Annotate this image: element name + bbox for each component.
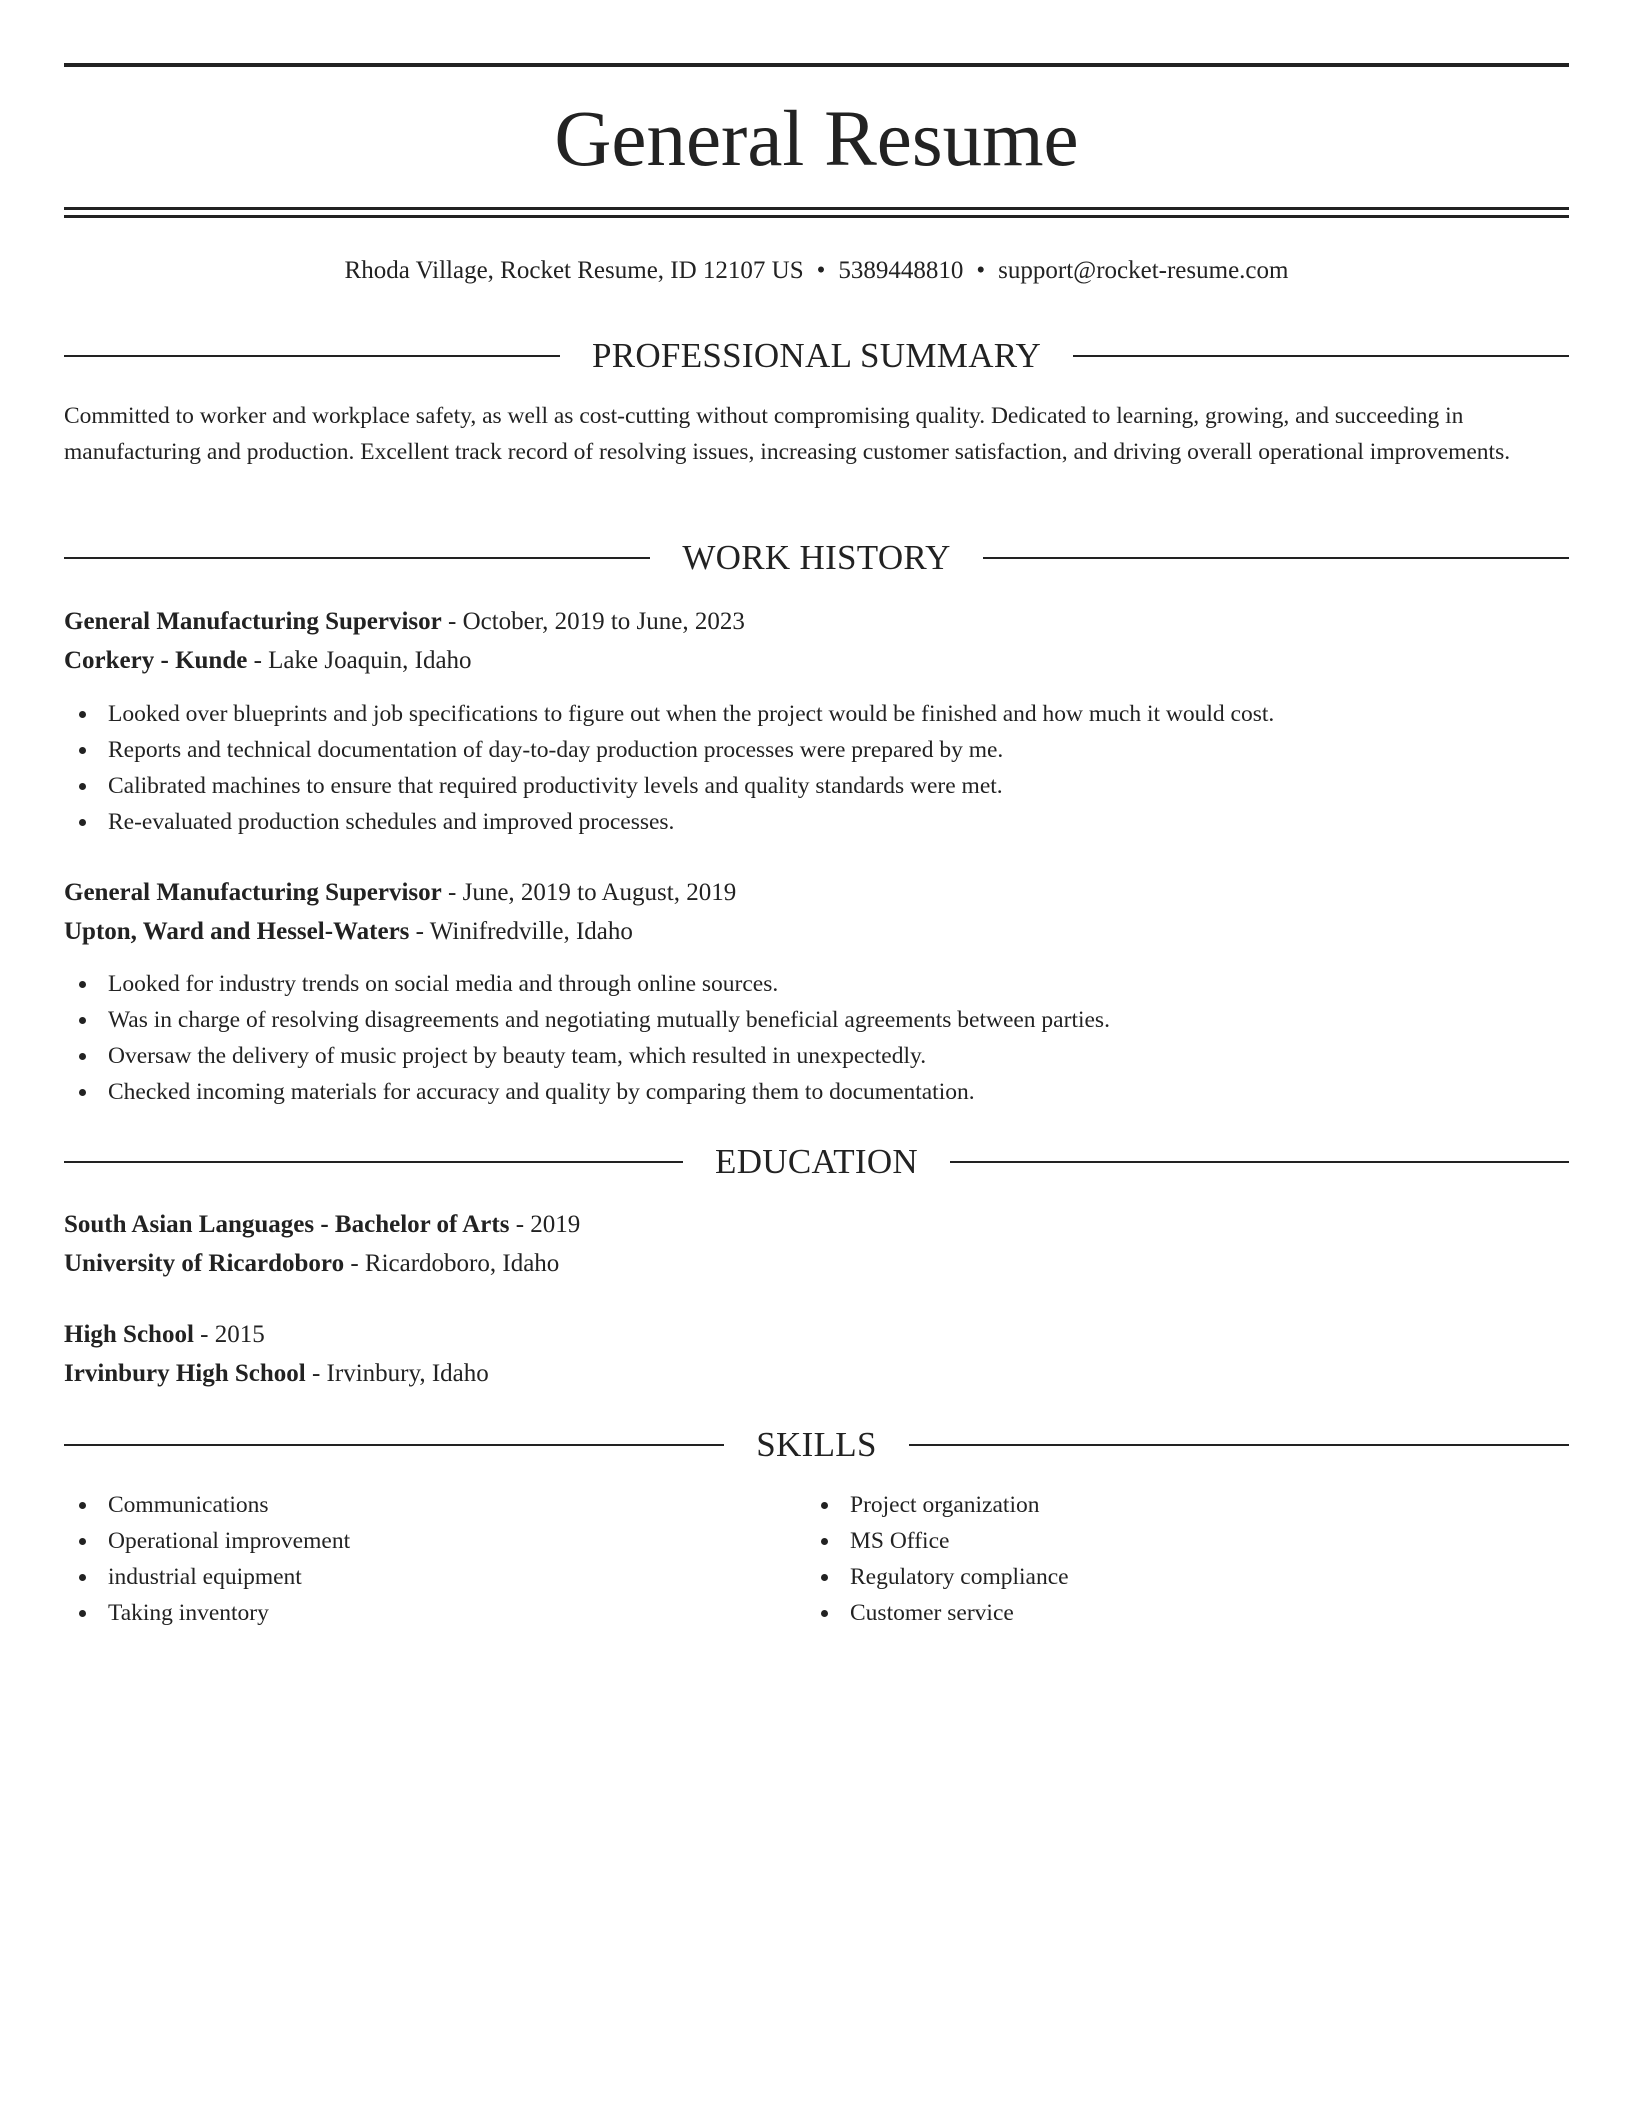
skill-item: Customer service	[806, 1595, 1069, 1631]
heading-rule-right	[909, 1444, 1569, 1446]
school: Irvinbury High School	[64, 1360, 306, 1387]
job-bullets	[64, 696, 1274, 840]
list-item: Checked incoming materials for accuracy and quality by comparing them to documentation.	[64, 1074, 1110, 1110]
job-location: - Lake Joaquin, Idaho	[247, 647, 472, 674]
skill-item: Communications	[64, 1487, 350, 1523]
school: University of Ricardoboro	[64, 1250, 345, 1277]
skill-item: Regulatory compliance	[806, 1559, 1069, 1595]
job-location: - Winifredville, Idaho	[409, 918, 633, 945]
school-line	[64, 1246, 559, 1282]
heading-rule-left	[64, 557, 650, 559]
work-heading	[64, 538, 1569, 578]
contact-separator: •	[976, 257, 986, 284]
skills-list-left	[64, 1487, 350, 1631]
page-title: General Resume	[554, 96, 1079, 183]
skill-item: Operational improvement	[64, 1523, 350, 1559]
list-item: Calibrated machines to ensure that required productivity levels and quality standards were met.	[64, 768, 1274, 804]
school-location: - Irvinbury, Idaho	[305, 1360, 489, 1387]
degree-line	[64, 1207, 580, 1243]
school-line	[64, 1356, 489, 1392]
list-item: Looked for industry trends on social media and through online sources.	[64, 966, 1110, 1002]
list-item: Oversaw the delivery of music project by beauty team, which resulted in unexpectedly.	[64, 1038, 1110, 1074]
contact-address: Rhoda Village, Rocket Resume, ID 12107 US	[344, 257, 804, 284]
school-location: - Ricardoboro, Idaho	[344, 1250, 560, 1277]
title-bottom-rule-2	[64, 215, 1569, 218]
summary-text: Committed to worker and workplace safety, as well as cost-cutting without compromising quality. Dedicated to learning, growing, and succeeding in manufacturing and production. Excellent track record of resolving issues, increasing customer satisfaction, and driving overall operational improvements.	[64, 403, 1511, 465]
heading-rule-right	[1073, 355, 1569, 357]
job-dates: - October, 2019 to June, 2023	[441, 608, 745, 635]
heading-rule-right	[983, 557, 1569, 559]
job-company: Upton, Ward and Hessel-Waters	[64, 918, 410, 945]
contact-email: support@rocket-resume.com	[998, 257, 1289, 284]
heading-rule-left	[64, 1444, 724, 1446]
job-title: General Manufacturing Supervisor	[64, 608, 442, 635]
degree-line	[64, 1317, 265, 1353]
job-bullets	[64, 966, 1110, 1110]
heading-rule-left	[64, 1161, 683, 1163]
contact-separator: •	[816, 257, 826, 284]
work-heading-label: WORK HISTORY	[682, 538, 951, 577]
skills-list-right	[806, 1487, 1069, 1631]
skills-heading	[64, 1425, 1569, 1465]
degree-year: - 2019	[509, 1211, 581, 1238]
job-company-line	[64, 643, 472, 679]
job-company-line	[64, 914, 633, 950]
list-item: Was in charge of resolving disagreements and negotiating mutually beneficial agreements between parties.	[64, 1002, 1110, 1038]
list-item: Looked over blueprints and job specifications to figure out when the project would be finished and how much it would cost.	[64, 696, 1274, 732]
summary-heading-label: PROFESSIONAL SUMMARY	[591, 336, 1042, 375]
degree: South Asian Languages - Bachelor of Arts	[64, 1211, 510, 1238]
degree: High School	[64, 1321, 194, 1348]
job-title: General Manufacturing Supervisor	[64, 879, 442, 906]
skill-item: Taking inventory	[64, 1595, 350, 1631]
skill-item: industrial equipment	[64, 1559, 350, 1595]
skill-item: MS Office	[806, 1523, 1069, 1559]
job-title-line	[64, 604, 745, 640]
title-bottom-rule	[64, 207, 1569, 210]
list-item: Reports and technical documentation of day-to-day production processes were prepared by me.	[64, 732, 1274, 768]
job-dates: - June, 2019 to August, 2019	[441, 879, 737, 906]
heading-rule-right	[950, 1161, 1569, 1163]
job-title-line	[64, 875, 736, 911]
summary-heading	[64, 336, 1569, 376]
skill-item: Project organization	[806, 1487, 1069, 1523]
heading-rule-left	[64, 355, 560, 357]
title-top-rule	[64, 63, 1569, 67]
contact-info	[64, 253, 1569, 289]
degree-year: - 2015	[193, 1321, 265, 1348]
job-company: Corkery - Kunde	[64, 647, 248, 674]
education-heading-label: EDUCATION	[715, 1142, 918, 1181]
contact-phone: 5389448810	[838, 257, 964, 284]
skills-heading-label: SKILLS	[756, 1425, 877, 1464]
education-heading	[64, 1142, 1569, 1182]
list-item: Re-evaluated production schedules and improved processes.	[64, 804, 1274, 840]
